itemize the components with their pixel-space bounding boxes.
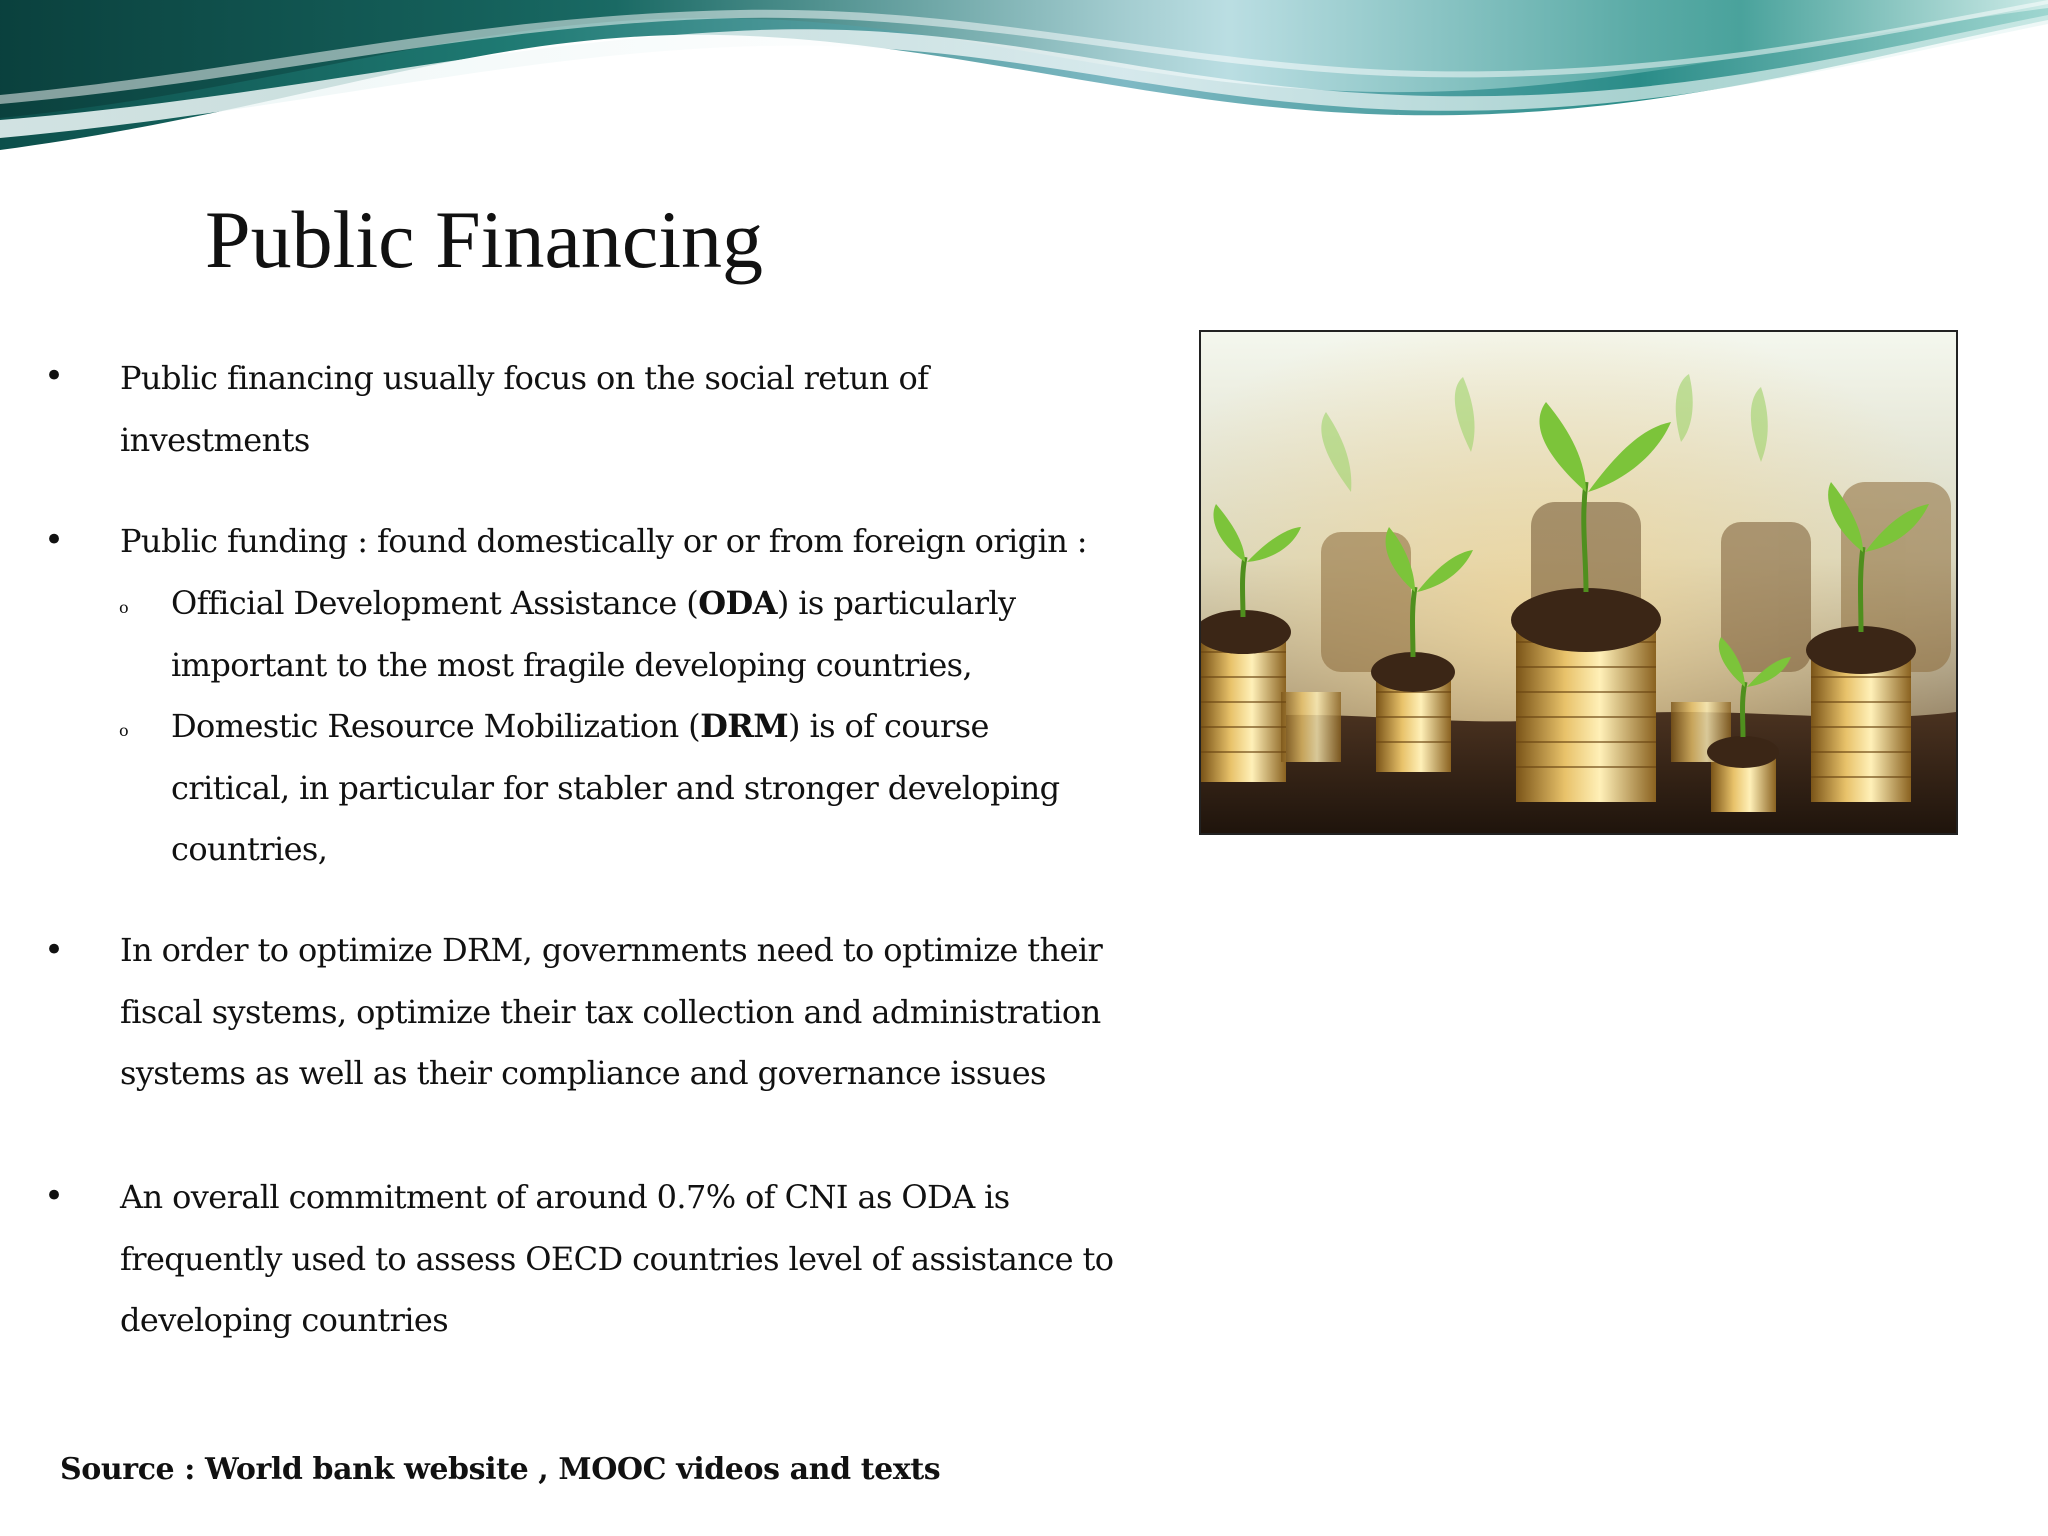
sub-item-oda	[171, 573, 1071, 696]
bullet-3-line-2: fiscal systems, optimize their tax collection and administration	[120, 992, 1101, 1031]
oda-abbreviation: ODA	[698, 584, 777, 622]
bullet-3-line-1: In order to optimize DRM, governments need to optimize their	[120, 931, 1103, 969]
bullet-1-line-2: investments	[120, 420, 310, 459]
sub-bullet-marker: o	[119, 721, 129, 740]
bullet-2-line-1: Public funding : found domestically or or from foreign origin :	[120, 522, 1087, 560]
sub-item-drm-line-1	[171, 696, 1071, 758]
bullet-4-line-1: An overall commitment of around 0.7% of CNI as ODA is	[120, 1178, 1010, 1216]
bullet-marker: •	[44, 930, 65, 970]
sub-item-drm-text-after: ) is of course	[788, 707, 989, 745]
sub-item-drm	[171, 696, 1071, 881]
sub-item-oda-line-2: important to the most fragile developing countries,	[171, 645, 973, 684]
sub-item-oda-text-before: Official Development Assistance (	[171, 584, 699, 622]
coins-seedlings-photo	[1199, 330, 1958, 835]
bullet-4-line-3: developing countries	[120, 1301, 449, 1339]
sub-item-oda-text-after: ) is particularly	[776, 584, 1016, 622]
bullet-1-text	[120, 348, 1080, 471]
sub-bullet-marker: o	[119, 598, 129, 617]
bullet-3-text	[120, 920, 1120, 1105]
source-citation: Source : World bank website , MOOC videos and texts	[60, 1452, 941, 1487]
slide-title: Public Financing	[205, 194, 764, 285]
sub-item-drm-text-before: Domestic Resource Mobilization (	[171, 707, 701, 745]
bullet-3-line-3: systems as well as their compliance and governance issues	[120, 1054, 1046, 1092]
sub-item-oda-line-1	[171, 573, 1071, 635]
bullet-marker: •	[44, 520, 65, 560]
coins-with-seedlings-photo-icon	[1201, 332, 1956, 833]
drm-abbreviation: DRM	[700, 707, 789, 745]
bullet-marker: •	[44, 356, 65, 396]
bullet-2-text	[120, 511, 1120, 573]
bullet-4-text	[120, 1167, 1120, 1352]
sub-item-drm-line-3: countries,	[171, 830, 328, 868]
bullet-1-line-1: Public financing usually focus on the social retun of	[120, 359, 929, 397]
sub-item-drm-line-2: critical, in particular for stabler and stronger developing	[171, 768, 1060, 807]
bullet-marker: •	[44, 1176, 65, 1216]
bullet-4-line-2: frequently used to assess OECD countries level of assistance to	[120, 1239, 1114, 1278]
